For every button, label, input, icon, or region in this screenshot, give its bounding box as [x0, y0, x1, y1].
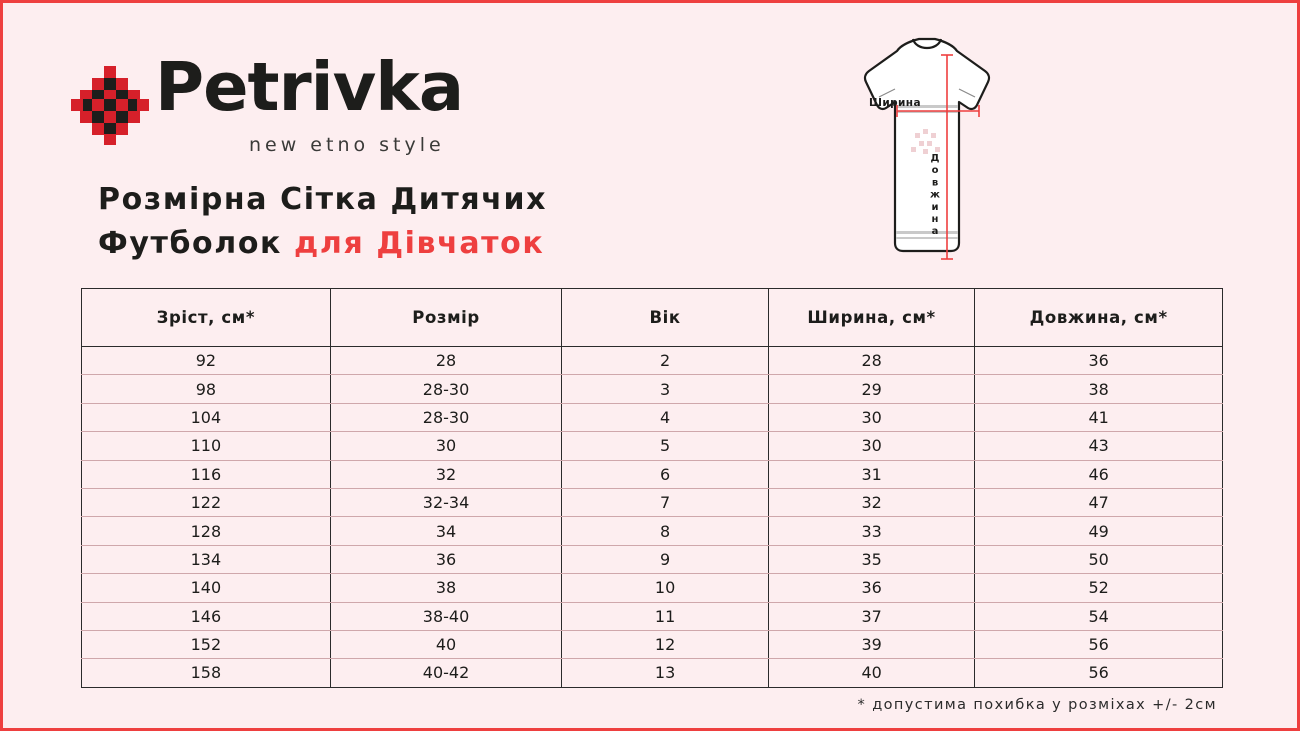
table-cell: 56 — [975, 630, 1223, 658]
table-row — [82, 460, 1223, 488]
column-header-width: Ширина, см* — [768, 289, 975, 347]
table-row — [82, 630, 1223, 658]
table-cell: 122 — [82, 488, 331, 516]
table-cell: 50 — [975, 545, 1223, 573]
table-cell: 9 — [562, 545, 769, 573]
table-cell: 11 — [562, 602, 769, 630]
table-cell: 28 — [768, 347, 975, 375]
table-cell: 6 — [562, 460, 769, 488]
brand-name: Petrivka — [155, 48, 464, 126]
table-cell: 92 — [82, 347, 331, 375]
table-cell: 40 — [768, 659, 975, 687]
column-header-age: Вік — [562, 289, 769, 347]
table-cell: 38 — [975, 375, 1223, 403]
table-cell: 2 — [562, 347, 769, 375]
table-cell: 36 — [975, 347, 1223, 375]
table-cell: 128 — [82, 517, 331, 545]
table-cell: 28 — [330, 347, 562, 375]
page-title — [98, 178, 798, 265]
table-cell: 38-40 — [330, 602, 562, 630]
title-line-2-accent: для Дівчаток — [294, 225, 545, 261]
table-cell: 13 — [562, 659, 769, 687]
table-cell: 32 — [330, 460, 562, 488]
table-cell: 140 — [82, 574, 331, 602]
title-line-1: Розмірна Сітка Дитячих — [98, 182, 548, 217]
title-line-2-plain: Футболок — [98, 225, 295, 261]
size-table-wrapper — [81, 288, 1223, 688]
table-cell: 29 — [768, 375, 975, 403]
table-cell: 28-30 — [330, 403, 562, 431]
table-cell: 116 — [82, 460, 331, 488]
girls-tshirt-diagram — [827, 25, 1027, 275]
table-cell: 32-34 — [330, 488, 562, 516]
table-cell: 10 — [562, 574, 769, 602]
table-cell: 43 — [975, 432, 1223, 460]
table-row — [82, 432, 1223, 460]
brand-tagline: new etno style — [249, 134, 445, 156]
table-cell: 158 — [82, 659, 331, 687]
table-cell: 56 — [975, 659, 1223, 687]
table-cell: 34 — [330, 517, 562, 545]
table-cell: 104 — [82, 403, 331, 431]
table-cell: 134 — [82, 545, 331, 573]
table-cell: 8 — [562, 517, 769, 545]
table-row — [82, 347, 1223, 375]
footnote: * допустима похибка у розміхах +/- 2см — [857, 697, 1217, 713]
table-cell: 3 — [562, 375, 769, 403]
table-cell: 46 — [975, 460, 1223, 488]
table-row — [82, 488, 1223, 516]
table-cell: 30 — [768, 403, 975, 431]
table-cell: 30 — [330, 432, 562, 460]
brand-logo — [69, 48, 469, 168]
column-header-height: Зріст, см* — [82, 289, 331, 347]
table-cell: 146 — [82, 602, 331, 630]
label-width: Ширина — [869, 97, 921, 109]
table-cell: 41 — [975, 403, 1223, 431]
table-cell: 36 — [330, 545, 562, 573]
table-cell: 37 — [768, 602, 975, 630]
table-cell: 54 — [975, 602, 1223, 630]
table-cell: 98 — [82, 375, 331, 403]
table-cell: 28-30 — [330, 375, 562, 403]
table-cell: 7 — [562, 488, 769, 516]
column-header-length: Довжина, см* — [975, 289, 1223, 347]
table-row — [82, 574, 1223, 602]
column-header-size: Розмір — [330, 289, 562, 347]
table-row — [82, 403, 1223, 431]
table-cell: 52 — [975, 574, 1223, 602]
table-cell: 49 — [975, 517, 1223, 545]
table-cell: 36 — [768, 574, 975, 602]
table-cell: 33 — [768, 517, 975, 545]
table-cell: 40 — [330, 630, 562, 658]
table-header-row — [82, 289, 1223, 347]
table-row — [82, 545, 1223, 573]
table-cell: 30 — [768, 432, 975, 460]
table-cell: 4 — [562, 403, 769, 431]
size-table — [81, 288, 1223, 688]
table-row — [82, 375, 1223, 403]
table-cell: 5 — [562, 432, 769, 460]
table-cell: 32 — [768, 488, 975, 516]
table-cell: 31 — [768, 460, 975, 488]
table-cell: 40-42 — [330, 659, 562, 687]
table-cell: 35 — [768, 545, 975, 573]
label-length: Довжина — [929, 153, 941, 239]
table-row — [82, 602, 1223, 630]
embroidery-cross-icon — [69, 64, 151, 146]
table-cell: 152 — [82, 630, 331, 658]
table-row — [82, 517, 1223, 545]
table-cell: 110 — [82, 432, 331, 460]
table-cell: 39 — [768, 630, 975, 658]
table-row — [82, 659, 1223, 687]
table-cell: 38 — [330, 574, 562, 602]
table-cell: 47 — [975, 488, 1223, 516]
table-cell: 12 — [562, 630, 769, 658]
